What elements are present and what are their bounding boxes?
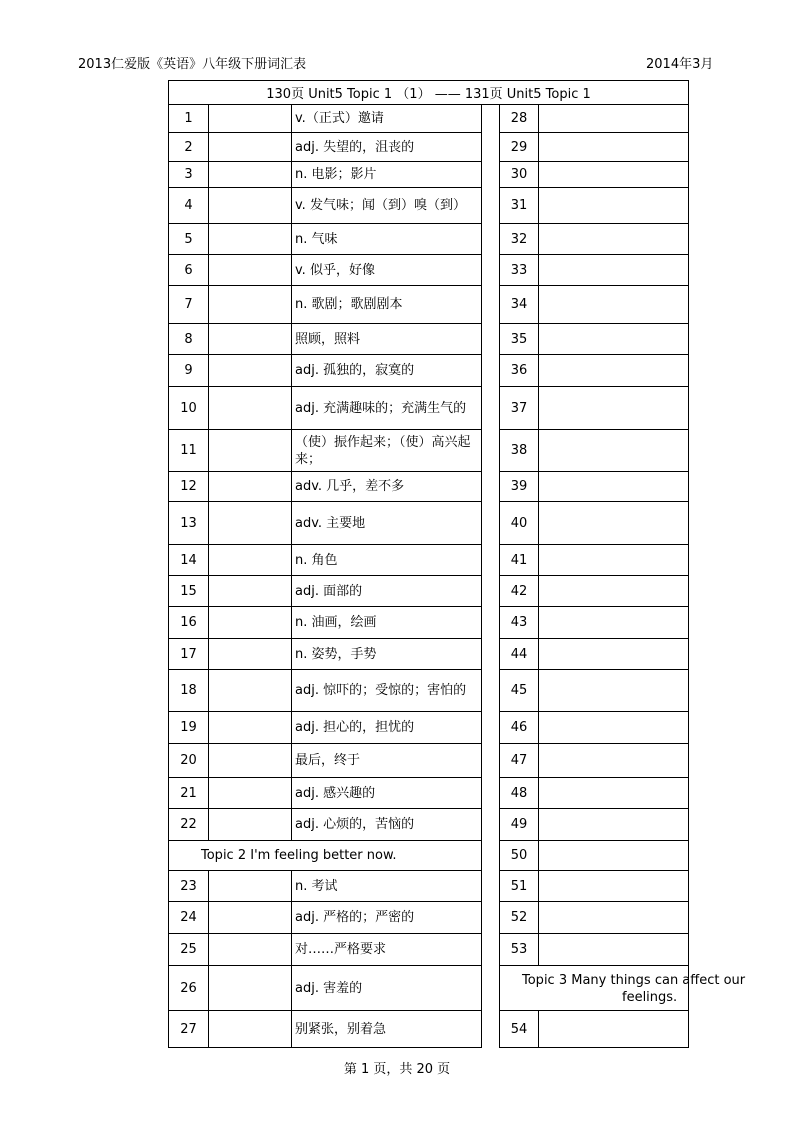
right-number-cell: 50 (500, 841, 539, 871)
number-cell: 17 (169, 639, 209, 670)
meaning-cell: n. 歌剧；歌剧剧本 (292, 286, 482, 324)
table-row (169, 162, 689, 188)
right-number-cell: 33 (500, 255, 539, 286)
number-cell: 11 (169, 430, 209, 472)
page-footer: 第 1 页，共 20 页 (343, 1062, 451, 1077)
number-cell: 13 (169, 502, 209, 545)
answer-blank[interactable] (209, 639, 292, 670)
gap-cell (482, 105, 500, 133)
answer-blank[interactable] (209, 545, 292, 576)
gap-cell (482, 670, 500, 712)
right-number-cell: 34 (500, 286, 539, 324)
answer-blank-right[interactable] (539, 902, 689, 934)
right-number-cell: 35 (500, 324, 539, 355)
answer-blank-right[interactable] (539, 133, 689, 162)
number-cell: 8 (169, 324, 209, 355)
gap-cell (482, 778, 500, 809)
meaning-cell: adv. 几乎，差不多 (292, 472, 482, 502)
number-cell: 1 (169, 105, 209, 133)
answer-blank[interactable] (209, 576, 292, 607)
answer-blank-right[interactable] (539, 224, 689, 255)
answer-blank[interactable] (209, 286, 292, 324)
number-cell: 23 (169, 871, 209, 902)
meaning-cell: adv. 主要地 (292, 502, 482, 545)
gap-cell (482, 902, 500, 934)
right-number-cell: 53 (500, 934, 539, 966)
gap-cell (482, 744, 500, 778)
table-row (169, 286, 689, 324)
gap-cell (482, 966, 500, 1011)
gap-cell (482, 607, 500, 639)
number-cell: 19 (169, 712, 209, 744)
number-cell: 18 (169, 670, 209, 712)
number-cell: 3 (169, 162, 209, 188)
right-number-cell: 52 (500, 902, 539, 934)
answer-blank[interactable] (209, 712, 292, 744)
answer-blank[interactable] (209, 188, 292, 224)
number-cell: 2 (169, 133, 209, 162)
number-cell: 4 (169, 188, 209, 224)
table-row (169, 809, 689, 841)
answer-blank[interactable] (209, 607, 292, 639)
number-cell: 6 (169, 255, 209, 286)
meaning-cell: v. 似乎，好像 (292, 255, 482, 286)
meaning-cell: （使）振作起来；（使）高兴起来； (292, 430, 482, 472)
table-row (169, 472, 689, 502)
document-header-date: 2014年3月 (646, 57, 714, 72)
meaning-cell: adj. 失望的，沮丧的 (292, 133, 482, 162)
right-number-cell: 44 (500, 639, 539, 670)
table-row (169, 502, 689, 545)
table-row (169, 639, 689, 670)
table-title: 130页 Unit5 Topic 1 （1） —— 131页 Unit5 Topic 1 (169, 81, 689, 105)
table-row (169, 105, 689, 133)
gap-cell (482, 355, 500, 387)
gap-cell (482, 324, 500, 355)
answer-blank[interactable] (209, 502, 292, 545)
right-number-cell: 29 (500, 133, 539, 162)
answer-blank[interactable] (209, 744, 292, 778)
answer-blank-right[interactable] (539, 1011, 689, 1048)
right-number-cell: 36 (500, 355, 539, 387)
number-cell: 12 (169, 472, 209, 502)
right-number-cell: 43 (500, 607, 539, 639)
answer-blank[interactable] (209, 224, 292, 255)
gap-cell (482, 712, 500, 744)
meaning-cell: adj. 担心的，担忧的 (292, 712, 482, 744)
right-number-cell: 28 (500, 105, 539, 133)
table-row (169, 355, 689, 387)
meaning-cell: adj. 充满趣味的；充满生气的 (292, 387, 482, 430)
answer-blank[interactable] (209, 133, 292, 162)
number-cell: 9 (169, 355, 209, 387)
answer-blank-right[interactable] (539, 639, 689, 670)
right-number-cell: 31 (500, 188, 539, 224)
answer-blank-right[interactable] (539, 778, 689, 809)
answer-blank-right[interactable] (539, 188, 689, 224)
topic3-heading-text: Topic 3 Many things can affect our (522, 973, 746, 988)
answer-blank-right[interactable] (539, 545, 689, 576)
meaning-cell: adj. 严格的；严密的 (292, 902, 482, 934)
answer-blank-right[interactable] (539, 934, 689, 966)
answer-blank-right[interactable] (539, 607, 689, 639)
meaning-cell: n. 考试 (292, 871, 482, 902)
answer-blank-right[interactable] (539, 105, 689, 133)
right-number-cell: 45 (500, 670, 539, 712)
meaning-cell: 对……严格要求 (292, 934, 482, 966)
right-number-cell: 39 (500, 472, 539, 502)
answer-blank-right[interactable] (539, 744, 689, 778)
vocabulary-table (168, 80, 746, 1048)
topic3-label-continuation: feelings. (622, 990, 678, 1005)
number-cell: 10 (169, 387, 209, 430)
answer-blank-right[interactable] (539, 712, 689, 744)
gap-cell (482, 809, 500, 841)
answer-blank[interactable] (209, 809, 292, 841)
table-row (169, 871, 689, 902)
answer-blank-right[interactable] (539, 472, 689, 502)
number-cell: 22 (169, 809, 209, 841)
number-cell: 20 (169, 744, 209, 778)
number-cell: 21 (169, 778, 209, 809)
answer-blank-right[interactable] (539, 871, 689, 902)
table-row (169, 712, 689, 744)
answer-blank[interactable] (209, 871, 292, 902)
table-row (169, 902, 689, 934)
answer-blank-right[interactable] (539, 324, 689, 355)
table-row (169, 387, 689, 430)
right-number-cell: 37 (500, 387, 539, 430)
answer-blank[interactable] (209, 966, 292, 1011)
table-row (169, 744, 689, 778)
answer-blank[interactable] (209, 324, 292, 355)
answer-blank-right[interactable] (539, 670, 689, 712)
gap-cell (482, 841, 500, 871)
meaning-cell: adj. 害羞的 (292, 966, 482, 1011)
meaning-cell: n. 姿势，手势 (292, 639, 482, 670)
right-number-cell: 47 (500, 744, 539, 778)
answer-blank-right[interactable] (539, 355, 689, 387)
table-row (169, 670, 689, 712)
number-cell: 26 (169, 966, 209, 1011)
answer-blank[interactable] (209, 162, 292, 188)
right-number-cell: 32 (500, 224, 539, 255)
gap-cell (482, 387, 500, 430)
right-number-cell: 46 (500, 712, 539, 744)
gap-cell (482, 430, 500, 472)
table-row (169, 966, 689, 1011)
number-cell: 25 (169, 934, 209, 966)
table-row (169, 607, 689, 639)
table-row (169, 255, 689, 286)
right-number-cell: 40 (500, 502, 539, 545)
table-row (169, 1011, 689, 1048)
topic2-heading: Topic 2 I'm feeling better now. (169, 841, 482, 871)
table-row (169, 430, 689, 472)
number-cell: 7 (169, 286, 209, 324)
gap-cell (482, 502, 500, 545)
table-row (169, 545, 689, 576)
meaning-cell: v. 发气味；闻（到）嗅（到） (292, 188, 482, 224)
answer-blank[interactable] (209, 430, 292, 472)
answer-blank[interactable] (209, 387, 292, 430)
meaning-cell: adj. 孤独的，寂寞的 (292, 355, 482, 387)
gap-cell (482, 162, 500, 188)
table-row (169, 224, 689, 255)
right-number-cell: 41 (500, 545, 539, 576)
meaning-cell: adj. 心烦的，苦恼的 (292, 809, 482, 841)
answer-blank-right[interactable] (539, 162, 689, 188)
answer-blank-right[interactable] (539, 255, 689, 286)
meaning-cell: adj. 惊吓的；受惊的；害怕的 (292, 670, 482, 712)
gap-cell (482, 639, 500, 670)
answer-blank-right[interactable] (539, 809, 689, 841)
gap-cell (482, 871, 500, 902)
answer-blank[interactable] (209, 778, 292, 809)
table-row (169, 324, 689, 355)
meaning-cell: 照顾，照料 (292, 324, 482, 355)
meaning-cell: n. 油画，绘画 (292, 607, 482, 639)
answer-blank[interactable] (209, 255, 292, 286)
gap-cell (482, 286, 500, 324)
answer-blank-right[interactable] (539, 502, 689, 545)
answer-blank[interactable] (209, 472, 292, 502)
right-number-cell: 49 (500, 809, 539, 841)
table-row (169, 778, 689, 809)
gap-cell (482, 472, 500, 502)
meaning-cell: 别紧张，别着急 (292, 1011, 482, 1048)
table-row (169, 934, 689, 966)
right-number-cell: 48 (500, 778, 539, 809)
meaning-cell: v.（正式）邀请 (292, 105, 482, 133)
meaning-cell: adj. 面部的 (292, 576, 482, 607)
topic2-heading-row (169, 841, 689, 871)
answer-blank-right[interactable] (539, 387, 689, 430)
answer-blank[interactable] (209, 355, 292, 387)
right-number-cell: 42 (500, 576, 539, 607)
gap-cell (482, 224, 500, 255)
number-cell: 15 (169, 576, 209, 607)
meaning-cell: n. 气味 (292, 224, 482, 255)
gap-cell (482, 934, 500, 966)
right-number-cell: 51 (500, 871, 539, 902)
answer-blank-right[interactable] (539, 576, 689, 607)
gap-cell (482, 545, 500, 576)
table-row (169, 133, 689, 162)
meaning-cell: n. 角色 (292, 545, 482, 576)
number-cell: 5 (169, 224, 209, 255)
gap-cell (482, 576, 500, 607)
document-header-title: 2013仁爱版《英语》八年级下册词汇表 (78, 57, 307, 72)
right-number-cell: 54 (500, 1011, 539, 1048)
answer-blank-right[interactable] (539, 286, 689, 324)
meaning-cell: adj. 感兴趣的 (292, 778, 482, 809)
number-cell: 27 (169, 1011, 209, 1048)
table-row (169, 188, 689, 224)
answer-blank[interactable] (209, 670, 292, 712)
answer-blank-right[interactable] (539, 841, 689, 871)
right-number-cell: 38 (500, 430, 539, 472)
gap-cell (482, 1011, 500, 1048)
answer-blank[interactable] (209, 105, 292, 133)
number-cell: 24 (169, 902, 209, 934)
table-row (169, 576, 689, 607)
gap-cell (482, 188, 500, 224)
number-cell: 16 (169, 607, 209, 639)
gap-cell (482, 255, 500, 286)
gap-cell (482, 133, 500, 162)
answer-blank[interactable] (209, 1011, 292, 1048)
table-title-row (169, 81, 689, 105)
answer-blank[interactable] (209, 902, 292, 934)
answer-blank-right[interactable] (539, 430, 689, 472)
number-cell: 14 (169, 545, 209, 576)
answer-blank[interactable] (209, 934, 292, 966)
meaning-cell: n. 电影；影片 (292, 162, 482, 188)
right-number-cell: 30 (500, 162, 539, 188)
meaning-cell: 最后，终于 (292, 744, 482, 778)
